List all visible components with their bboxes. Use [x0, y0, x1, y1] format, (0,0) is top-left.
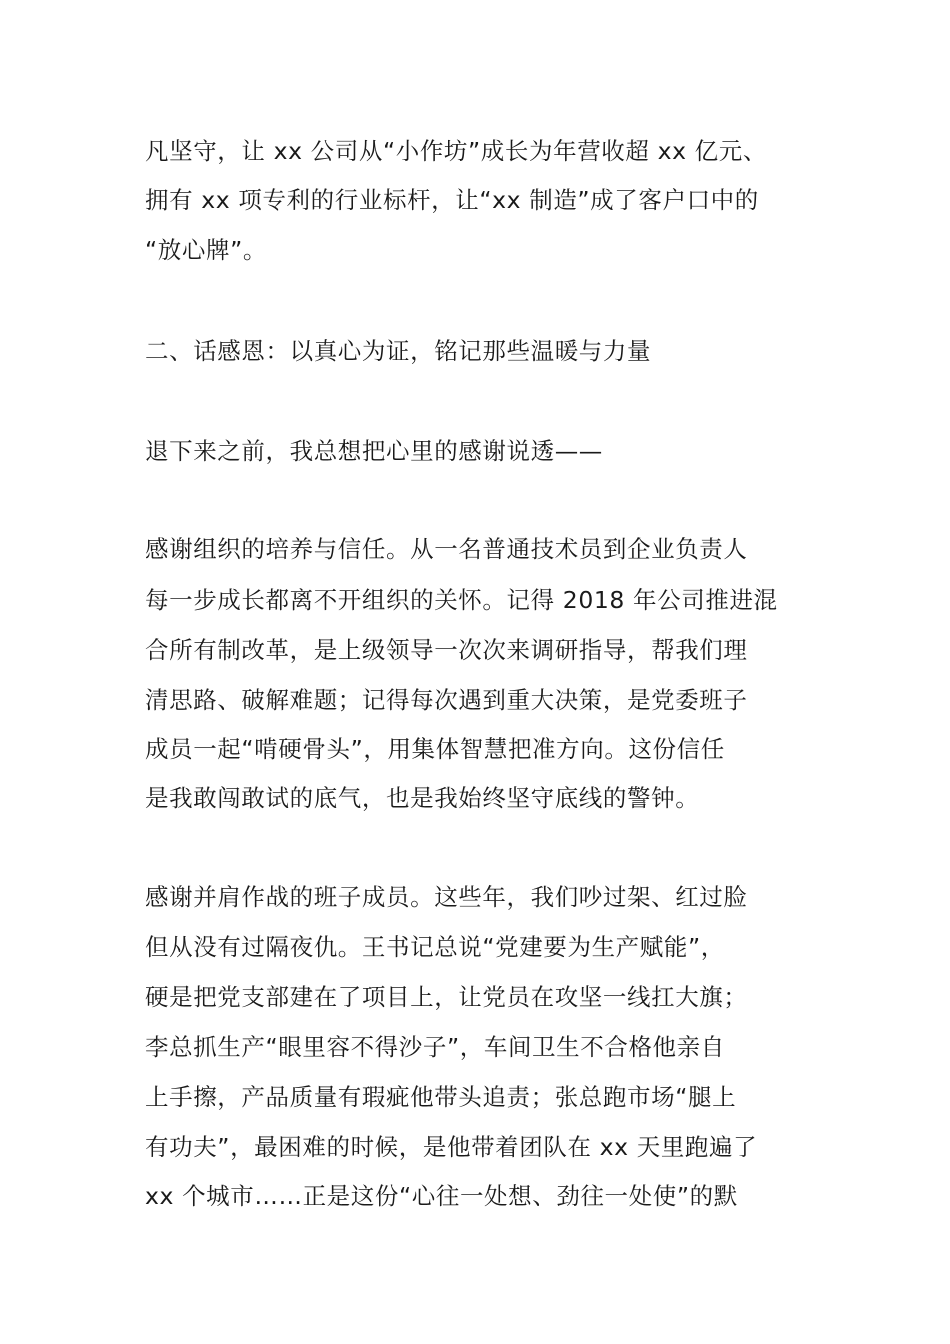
paragraph-line: 硬是把党支部建在了项目上，让党员在攻坚一线扛大旗； — [145, 983, 748, 1011]
paragraph-line: 拥有 xx 项专利的行业标杆，让“xx 制造”成了客户口中的 — [145, 186, 759, 214]
paragraph-line: 成员一起“啃硬骨头”，用集体智慧把准方向。这份信任 — [145, 735, 725, 763]
paragraph-line: 李总抓生产“眼里容不得沙子”，车间卫生不合格他亲自 — [145, 1033, 725, 1061]
paragraph-line: 是我敢闯敢试的底气，也是我始终坚守底线的警钟。 — [145, 784, 700, 812]
paragraph-line: “放心牌”。 — [145, 236, 267, 264]
paragraph-line: 上手擦，产品质量有瑕疵他带头追责；张总跑市场“腿上 — [145, 1083, 737, 1111]
intro-line: 退下来之前，我总想把心里的感谢说透—— — [145, 437, 603, 465]
paragraph-line: 清思路、破解难题；记得每次遇到重大决策，是党委班子 — [145, 686, 748, 714]
paragraph-line: 有功夫”，最困难的时候，是他带着团队在 xx 天里跑遍了 — [145, 1133, 758, 1161]
paragraph-line: xx 个城市……正是这份“心往一处想、劲往一处使”的默 — [145, 1182, 738, 1210]
paragraph-line: 感谢组织的培养与信任。从一名普通技术员到企业负责人 — [145, 535, 748, 563]
paragraph-line: 合所有制改革，是上级领导一次次来调研指导，帮我们理 — [145, 636, 748, 664]
paragraph-line: 凡坚守，让 xx 公司从“小作坊”成长为年营收超 xx 亿元、 — [145, 137, 767, 165]
paragraph-line: 感谢并肩作战的班子成员。这些年，我们吵过架、红过脸 — [145, 883, 748, 911]
paragraph-line: 每一步成长都离不开组织的关怀。记得 2018 年公司推进混 — [145, 586, 778, 614]
section-heading: 二、话感恩：以真心为证，铭记那些温暖与力量 — [145, 337, 652, 365]
paragraph-line: 但从没有过隔夜仇。王书记总说“党建要为生产赋能”， — [145, 933, 725, 961]
